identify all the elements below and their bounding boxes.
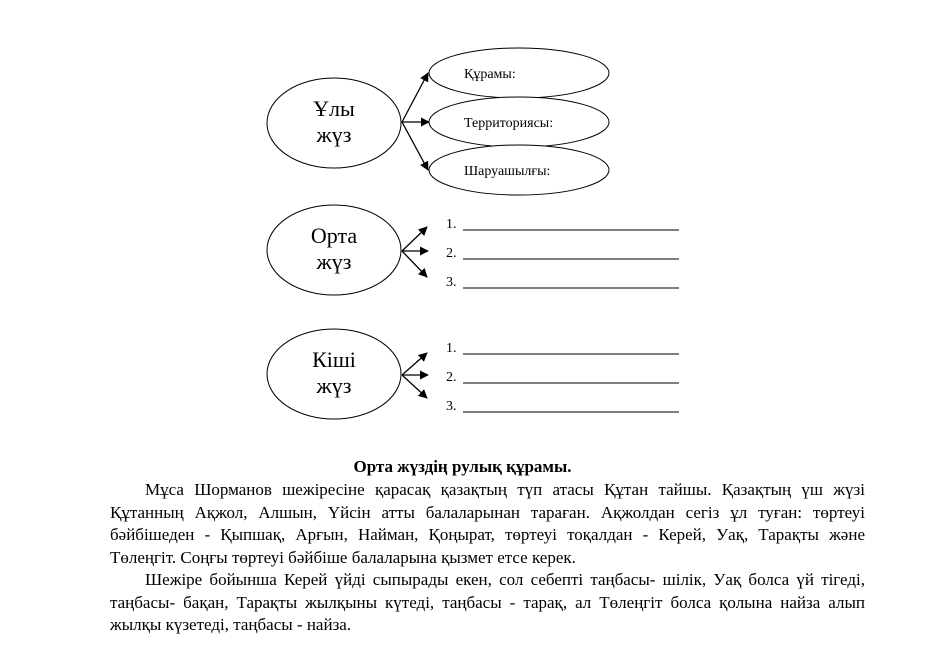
composition-ellipse (429, 48, 609, 98)
composition-label: Құрамы: (464, 67, 516, 82)
orta-zhuz-label-line2: жүз (316, 249, 352, 274)
uly-zhuz-group (267, 48, 609, 195)
arrow-down (402, 251, 427, 277)
section-title: Орта жүздің рулық құрамы. (353, 457, 572, 476)
kishi-item-number-2: 2. (446, 370, 457, 385)
orta-zhuz-label-line1: Орта (310, 223, 358, 248)
orta-item-number-1: 1. (446, 217, 457, 232)
economy-label: Шаруашылғы: (464, 164, 551, 179)
orta-item-number-2: 2. (446, 246, 457, 261)
arrow-up (402, 353, 427, 375)
orta-item-number-3: 3. (446, 275, 457, 290)
arrow-up (402, 227, 427, 251)
uly-zhuz-label-line1: Ұлы (313, 96, 355, 121)
kishi-zhuz-group (267, 329, 679, 419)
orta-zhuz-group (267, 205, 679, 295)
arrow-down (402, 375, 427, 398)
kishi-item-number-1: 1. (446, 341, 457, 356)
kishi-zhuz-label-line2: жүз (316, 373, 352, 398)
uly-zhuz-label-line2: жүз (316, 122, 352, 147)
kishi-item-number-3: 3. (446, 399, 457, 414)
paragraph-1: Мұса Шорманов шежіресіне қарасақ қазақтың түп атасы Құтан тайшы. Қазақтың үш жүзі Құтанның Ақжол, Алшын, Үйсін атты балаларынан тараған. Ақжолдан сегіз ұл туған: төртеуі бәйбішеден - Қыпшақ, Арғын, Найман, Қоңырат, төртеуі тоқалдан - Керей, Уақ, Тарақты және Төлеңгіт. Соңғы төртеуі бәйбіше балаларына қызмет етсе керек. (110, 480, 865, 567)
paragraph-2: Шежіре бойынша Керей үйді сыпырады екен, сол себепті таңбасы- шілік, Уақ болса үй тігеді, таңбасы- бақан, Тарақты жылқыны күтеді, таңбасы - тарақ, ал Төлеңгіт болса қолына найза алып жылқы күзетеді, таңбасы - найза. (110, 570, 865, 634)
territory-label: Территориясы: (464, 116, 554, 131)
arrow-up (402, 73, 428, 122)
arrow-down (402, 122, 428, 170)
kishi-zhuz-label-line1: Кіші (312, 347, 356, 372)
